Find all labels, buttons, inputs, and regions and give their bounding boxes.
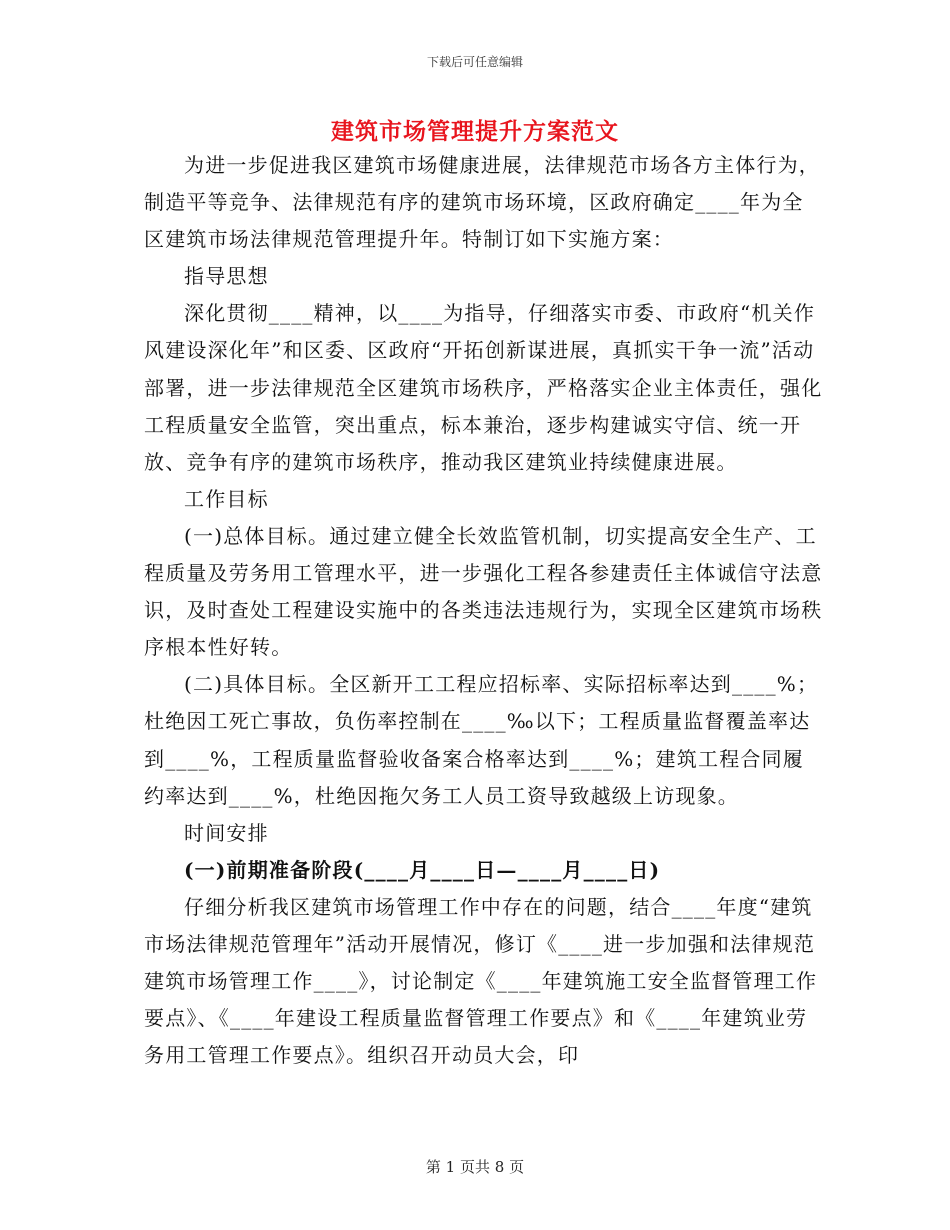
preparation-phase-paragraph: 仔细分析我区建筑市场管理工作中存在的问题，结合____年度“建筑市场法律规范管理年”活动开展情况，修订《____进一步加强和法律规范建筑市场管理工作____》，讨论制定《____年建筑施工安全监督管理工作要点》、《____年建设工程质量监督管理工作要点》和《____年建筑业劳务用工管理工作要点》。组织召开动员大会，印 xyxy=(144,894,818,1068)
intro-paragraph: 为进一步促进我区建筑市场健康进展，法律规范市场各方主体行为，制造平等竞争、法律规范有序的建筑市场环境，区政府确定____年为全区建筑市场法律规范管理提升年。特制订如下实施方案： xyxy=(144,153,820,252)
section-heading-guiding-ideology: 指导思想 xyxy=(184,264,269,289)
document-title: 建筑市场管理提升方案范文 xyxy=(331,118,619,145)
guiding-ideology-paragraph: 深化贯彻____精神，以____为指导，仔细落实市委、市政府“机关作风建设深化年”和区委、区政府“开拓创新谋进展，真抓实干争一流”活动部署，进一步法律规范全区建筑市场秩序，严格落实企业主体责任，强化工程质量安全监管，突出重点，标本兼治，逐步构建诚实守信、统一开放、竞争有序的建筑市场秩序，推动我区建筑业持续健康进展。 xyxy=(144,301,823,474)
overall-goal-paragraph: (一)总体目标。通过建立健全长效监管机制，切实提高安全生产、工程质量及劳务用工管理水平，进一步强化工程各参建责任主体诚信守法意识，及时查处工程建设实施中的各类违法违规行为，实现全区建筑市场秩序根本性好转。 xyxy=(144,523,823,660)
page-header-note: 下载后可任意编辑 xyxy=(426,55,523,69)
section-heading-work-goals: 工作目标 xyxy=(184,486,269,511)
section-heading-schedule: 时间安排 xyxy=(184,820,269,845)
preparation-phase-heading: (一)前期准备阶段(____月____日—____月____日) xyxy=(184,857,661,882)
document-body xyxy=(144,147,824,1074)
page-number-footer: 第 1 页共 8 页 xyxy=(425,1158,525,1176)
specific-goal-paragraph: (二)具体目标。全区新开工工程应招标率、实际招标率达到____%；杜绝因工死亡事故，负伤率控制在____‰以下；工程质量监督覆盖率达到____%，工程质量监督验收备案合格率达到____%；建筑工程合同履约率达到____%，杜绝因拖欠务工人员工资导致越级上访现象。 xyxy=(144,672,819,808)
